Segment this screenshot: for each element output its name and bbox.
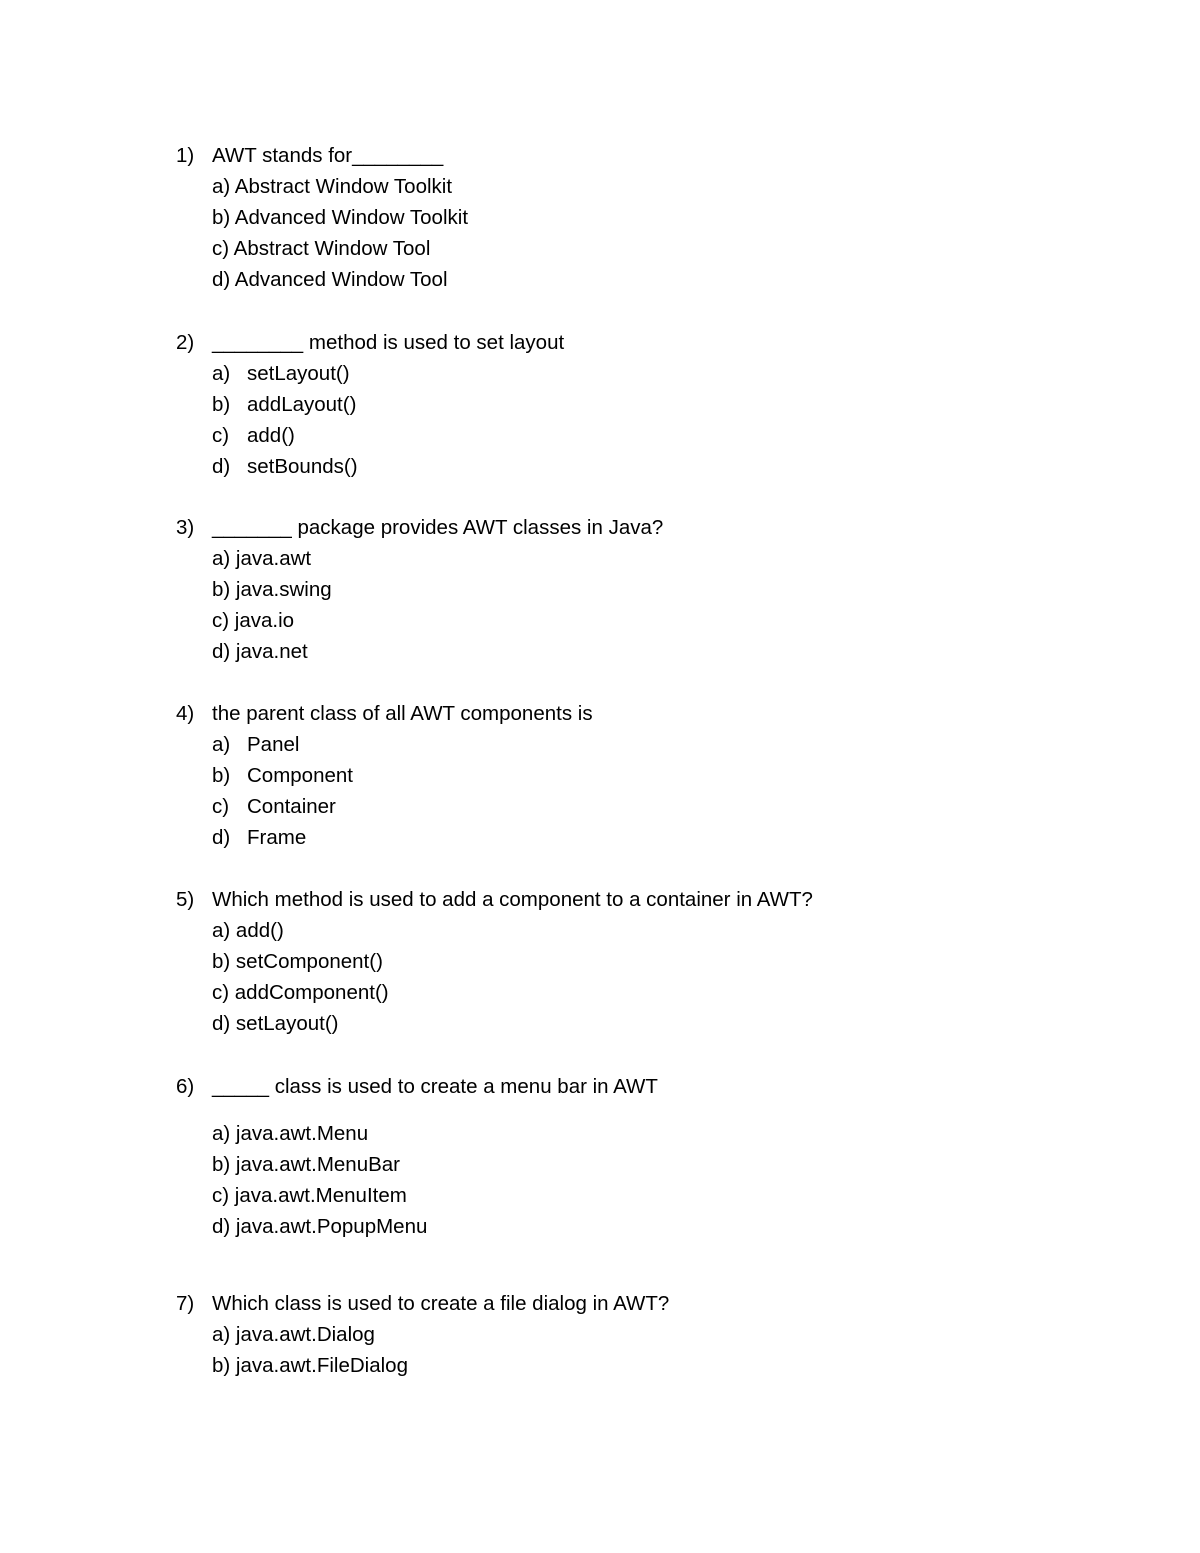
question-5 [176,884,1076,1039]
option-text: a) java.awt.Dialog [212,1323,375,1346]
question-text: Which method is used to add a component to a container in AWT? [212,888,813,911]
question-text: _____ class is used to create a menu bar in AWT [212,1075,658,1098]
option-text: b) java.awt.MenuBar [212,1153,401,1176]
option-text: b) setComponent() [212,950,383,973]
option-text: Panel [247,733,300,756]
option-text: c) Abstract Window Tool [212,237,431,260]
option-text: c) java.io [212,609,295,632]
question-4 [176,698,1076,853]
option-letter: a) [212,362,231,385]
option-text: setBounds() [247,455,358,478]
question-number: 5) [176,888,195,911]
option-text: d) Advanced Window Tool [212,268,448,291]
option-c [176,1180,1076,1211]
option-a [176,543,1076,574]
option-text: d) setLayout() [212,1012,339,1035]
option-d [176,1008,1076,1039]
option-text: b) Advanced Window Toolkit [212,206,469,229]
question-1 [176,140,1076,295]
option-text: b) java.awt.FileDialog [212,1354,408,1377]
option-c [176,233,1076,264]
question-text: Which class is used to create a file dialog in AWT? [212,1292,670,1315]
option-text: setLayout() [247,362,350,385]
question-line [176,1288,1076,1319]
option-text: Container [247,795,336,818]
option-a [176,171,1076,202]
option-a [176,729,1076,760]
option-text: c) java.awt.MenuItem [212,1184,407,1207]
option-b [176,202,1076,233]
option-b [176,1149,1076,1180]
question-number: 4) [176,702,195,725]
option-c [176,791,1076,822]
question-text: ________ method is used to set layout [212,331,565,354]
option-letter: a) [212,733,231,756]
option-text: b) java.swing [212,578,332,601]
option-letter: c) [212,424,230,447]
question-3 [176,512,1076,667]
question-2 [176,327,1076,482]
option-a [176,1118,1076,1149]
question-text: _______ package provides AWT classes in Java? [212,516,664,539]
question-line [176,512,1076,543]
option-a [176,358,1076,389]
question-line [176,327,1076,358]
question-number: 2) [176,331,195,354]
option-a [176,1319,1076,1350]
option-text: c) addComponent() [212,981,389,1004]
option-text: a) java.awt.Menu [212,1122,369,1145]
question-line [176,140,1076,171]
option-letter: b) [212,764,231,787]
option-a [176,915,1076,946]
option-letter: c) [212,795,230,818]
option-b [176,760,1076,791]
option-text: a) java.awt [212,547,312,570]
question-number: 6) [176,1075,195,1098]
option-c [176,977,1076,1008]
question-6 [176,1071,1076,1242]
option-text: addLayout() [247,393,357,416]
option-b [176,574,1076,605]
option-b [176,946,1076,977]
option-d [176,264,1076,295]
option-letter: d) [212,826,231,849]
option-b [176,389,1076,420]
option-text: Component [247,764,353,787]
option-d [176,822,1076,853]
question-number: 3) [176,516,195,539]
question-number: 1) [176,144,195,167]
question-line [176,698,1076,729]
option-text: Frame [247,826,307,849]
option-text: d) java.net [212,640,308,663]
question-line [176,1071,1076,1102]
option-b [176,1350,1076,1381]
option-d [176,1211,1076,1242]
question-text: AWT stands for________ [212,144,444,167]
option-text: a) add() [212,919,284,942]
option-text: d) java.awt.PopupMenu [212,1215,428,1238]
option-letter: d) [212,455,231,478]
question-number: 7) [176,1292,195,1315]
option-d [176,451,1076,482]
question-7 [176,1288,1076,1381]
option-letter: b) [212,393,231,416]
option-text: a) Abstract Window Toolkit [212,175,453,198]
option-text: add() [247,424,295,447]
question-line [176,884,1076,915]
option-d [176,636,1076,667]
question-text: the parent class of all AWT components is [212,702,593,725]
option-c [176,420,1076,451]
option-c [176,605,1076,636]
